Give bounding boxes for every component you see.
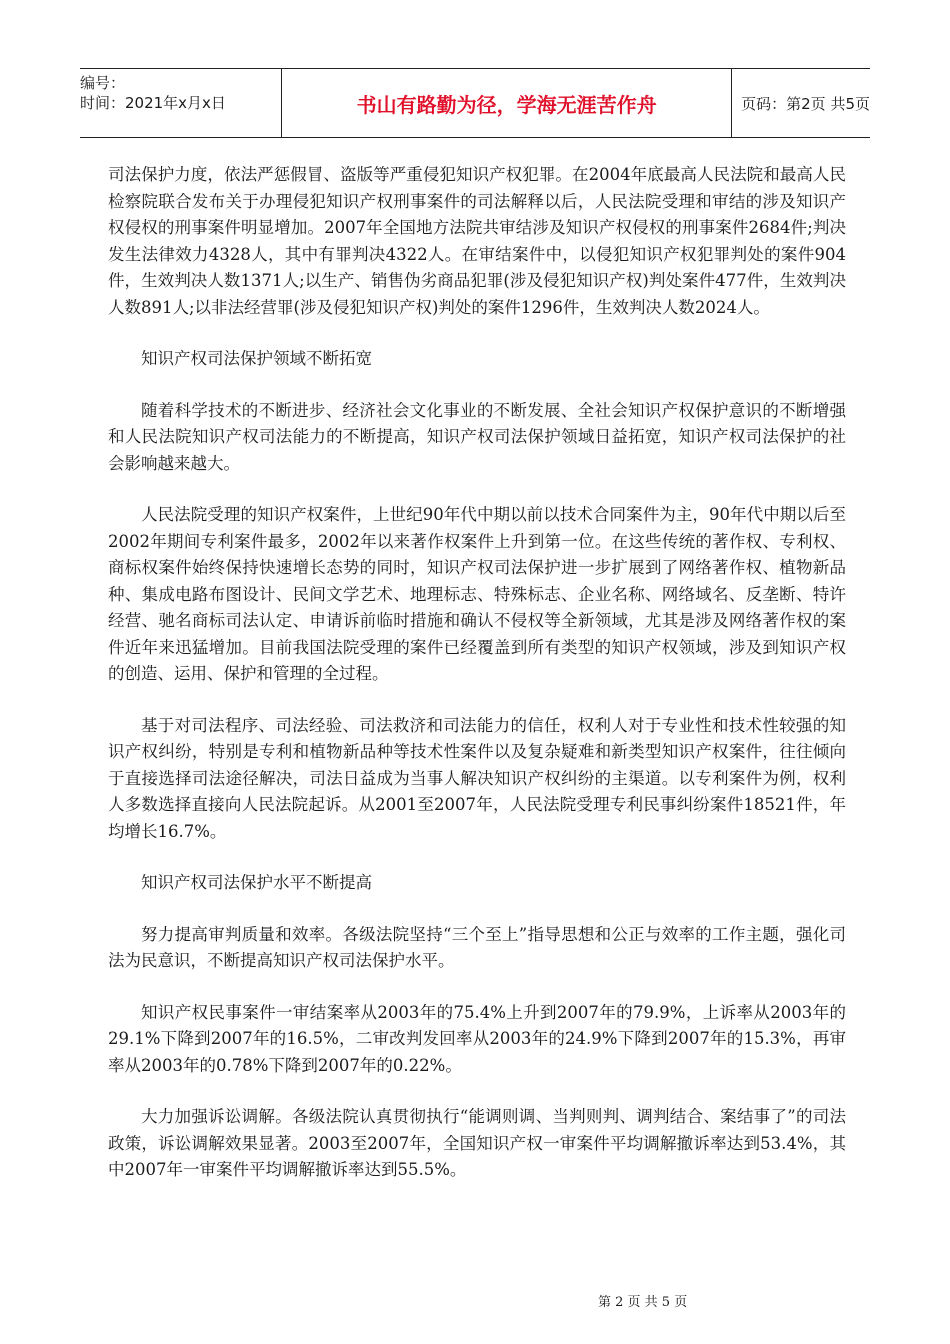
document-body [108,162,846,1209]
body-paragraph: 大力加强诉讼调解。各级法院认真贯彻执行“能调则调、当判则判、调判结合、案结事了”的司法政策，诉讼调解效果显著。2003至2007年，全国知识产权一审案件平均调解撤诉率达到53.4%，其中2007年一审案件平均调解撤诉率达到55.5%。 [108,1107,846,1179]
body-paragraph: 知识产权民事案件一审结案率从2003年的75.4%上升到2007年的79.9%，上诉率从2003年的29.1%下降到2007年的16.5%，二审改判发回率从2003年的24.9%下降到2007年的15.3%，再审率从2003年的0.78%下降到2007年的0.22%。 [108,1002,846,1075]
time-label: 时间：2021年x月x日 [80,94,226,112]
body-paragraph: 人民法院受理的知识产权案件，上世纪90年代中期以前以技术合同案件为主，90年代中期以后至2002年期间专利案件最多，2002年以来著作权案件上升到第一位。在这些传统的著作权、专利权、商标权案件始终保持快速增长态势的同时，知识产权司法保护进一步扩展到了网络著作权、植物新品种、集成电路布图设计、民间文学艺术、地理标志、特殊标志、企业名称、网络域名、反垄断、特许经营、驰名商标司法认定、申请诉前临时措施和确认不侵权等全新领域，尤其是涉及网络著作权的案件近年来迅猛增加。目前我国法院受理的案件已经覆盖到所有类型的知识产权领域，涉及到知识产权的创造、运用、保护和管理的全过程。 [108,505,846,683]
header-motto: 书山有路勤为径，学海无涯苦作舟 [282,69,732,137]
body-paragraph: 努力提高审判质量和效率。各级法院坚持“三个至上”指导思想和公正与效率的工作主题，强化司法为民意识，不断提高知识产权司法保护水平。 [108,924,846,970]
body-paragraph: 基于对司法程序、司法经验、司法救济和司法能力的信任，权利人对于专业性和技术性较强的知识产权纠纷，特别是专利和植物新品种等技术性案件以及复杂疑难和新类型知识产权案件，往往倾向于直接选择司法途径解决，司法日益成为当事人解决知识产权纠纷的主渠道。以专利案件为例，权利人多数选择直接向人民法院起诉。从2001至2007年，人民法院受理专利民事纠纷案件18521件，年均增长16.7%。 [108,715,846,841]
page-header [80,68,870,138]
section-heading: 知识产权司法保护领域不断拓宽 [141,349,372,368]
body-paragraph: 司法保护力度，依法严惩假冒、盗版等严重侵犯知识产权犯罪。在2004年底最高人民法院和最高人民检察院联合发布关于办理侵犯知识产权刑事案件的司法解释以后，人民法院受理和审结的涉及知识产权侵权的刑事案件明显增加。2007年全国地方法院共审结涉及知识产权侵权的刑事案件2684件;判决发生法律效力4328人，其中有罪判决4322人。在审结案件中，以侵犯知识产权犯罪判处的案件904件，生效判决人数1371人;以生产、销售伪劣商品犯罪(涉及侵犯知识产权)判处案件477件，生效判决人数891人;以非法经营罪(涉及侵犯知识产权)判处的案件1296件，生效判决人数2024人。 [108,165,846,317]
section-heading: 知识产权司法保护水平不断提高 [141,873,372,892]
body-paragraph: 随着科学技术的不断进步、经济社会文化事业的不断发展、全社会知识产权保护意识的不断增强和人民法院知识产权司法能力的不断提高，知识产权司法保护领域日益拓宽，知识产权司法保护的社会影响越来越大。 [108,400,846,473]
serial-label: 编号： [80,74,126,92]
page-footer: 第 2 页 共 5 页 [598,1295,688,1310]
header-page-info: 页码：第2页 共5页 [741,94,870,113]
header-meta [80,69,282,137]
